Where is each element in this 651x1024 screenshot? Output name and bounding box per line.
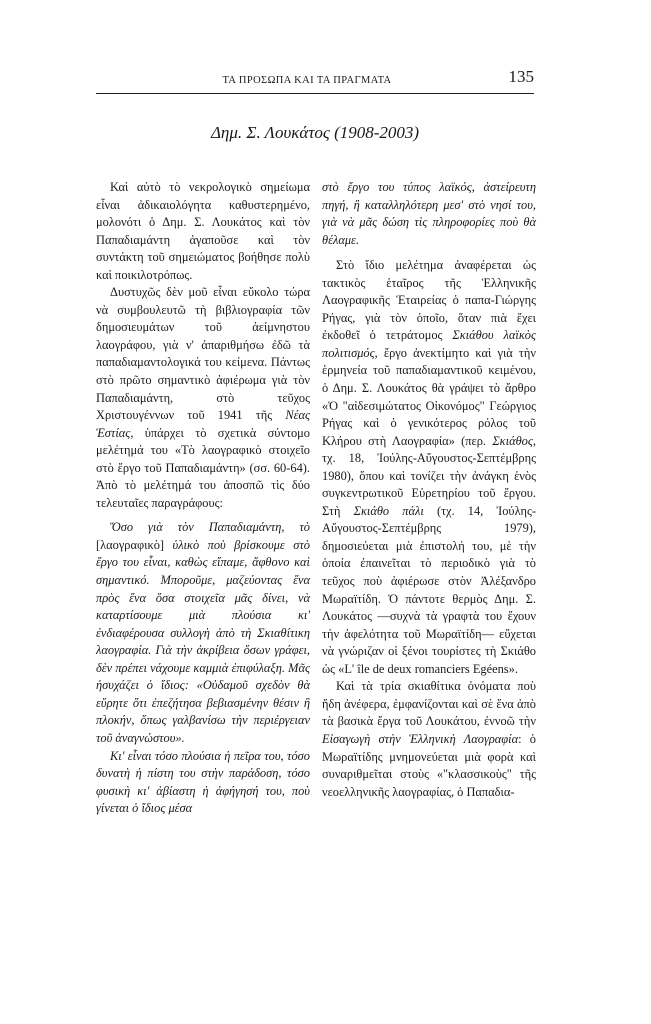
left-column: [96, 179, 310, 818]
paragraph-2: Δυστυχῶς δὲν μοῦ εἶναι εὔκολο τώρα νὰ συμβουλευτῶ τὴ βιβλιογραφία τῶν δημοσιευμάτων τοῦ ἀείμνηστου λαογράφου, γιὰ ν' ἀπαριθμήσω ἐδῶ τὰ παπαδιαμαντολογικά του κείμενα. Πάντως στὸ πρῶτο σημαντικὸ ἀφιέρωμα γιὰ τὸν Παπαδιαμάντη, στὸ τεῦχος Χριστουγέννων τοῦ 1941 τῆς Νέας Ἑστίας, ὑπάρχει τὸ σχετικὰ σύντομο μελέτημά του «Τὸ λαογραφικὸ στοιχεῖο στὸ ἔργο τοῦ Παπαδιαμάντη» (σσ. 60-64). Ἀπὸ τὸ μελέτημά του ἀποσπῶ τὶς δύο τελευταῖες παραγράφους:: [96, 285, 310, 510]
right-column: [322, 179, 536, 801]
article-title: Δημ. Σ. Λουκάτος (1908-2003): [210, 123, 420, 142]
running-head: [96, 67, 534, 92]
running-title: ΤΑ ΠΡΟΣΩΠΑ ΚΑΙ ΤΑ ΠΡΑΓΜΑΤΑ: [222, 75, 392, 86]
paragraph-1: Καὶ αὐτὸ τὸ νεκρολογικὸ σημείωμα εἶναι ἀδικαιολόγητα καθυστερημένο, μολονότι ὁ Δημ. Σ. Λουκάτος καὶ τὸν Παπαδιαμάντη ἀγαποῦσε καὶ τὸν συντάκτη τοῦ σημειώματος βοήθησε πολὺ καὶ ποικιλοτρόπως.: [96, 180, 310, 282]
quote-2-continued: στὸ ἔργο του τύπος λαϊκός, ἀστείρευτη πηγή, ἢ καταλληλότερη μεσ' στὸ νησί του, γιὰ νὰ μᾶς δώση τὶς πληροφορίες ποὺ θὰ θέλαμε.: [322, 180, 536, 247]
quote-1: Ὅσο γιὰ τὸν Παπαδιαμάντη, τὸ [λαογραφικὸ] ὑλικὸ ποὺ βρίσκουμε στὸ ἔργο του εἶναι, καθὼς εἴπαμε, ἄφθονο καὶ σημαντικό. Μποροῦμε, μαζεύοντας ἕνα πρὸς ἕνα ὅσα στοιχεῖα μᾶς δίνει, νὰ καταρτίσουμε μιὰ πλούσια κι' ἐνδιαφέρουσα συλλογὴ ἀπὸ τὴ Σκιαθίτικη λαογραφία. Γιὰ τὴν ἀκρίβεια ὅσων γράφει, δὲν πρέπει νάχουμε καμμιὰ ἐπιφύλαξη. Μᾶς ἡσυχάζει ὁ ἴδιος: «Οὐδαμοῦ σχεδὸν θὰ εὕρητε ὅτι ἐπεζήτησα βεβιασμένην θέσιν ἢ πλοκήν, ὅπως γαλβανίσω τὴν περιέργειαν τοῦ ἀναγνώστου».: [96, 520, 310, 745]
quote-2: Κι' εἶναι τόσο πλούσια ἡ πεῖρα του, τόσο δυνατὴ ἡ πίστη του στὴν παράδοση, τόσο φυσικὴ κι' ἀβίαστη ἡ ἀφήγησή του, ποὺ γίνεται ὁ ἴδιος μέσα: [96, 748, 310, 816]
header-rule: [96, 93, 534, 94]
paragraph-3: Στὸ ἴδιο μελέτημα ἀναφέρεται ὡς τακτικὸς ἑταῖρος τῆς Ἑλληνικῆς Λαογραφικῆς Ἑταιρείας ὁ παπα-Γιώργης Ρήγας, γιὰ τὸν ὁποῖο, ὅταν πιὰ ἔχει ἐκδοθεῖ ὁ τετράτομος Σκιάθου λαϊκὸς πολιτισμός, ἔργο ἀνεκτίμητο καὶ γιὰ τὴν ἑρμηνεία τοῦ παπαδιαμαντικοῦ κειμένου, ὁ Δημ. Σ. Λουκάτος θὰ γράψει τὸ ἄρθρο «Ὁ "αἰδεσιμώτατος Οἰκονόμος" Γεώργιος Ρήγας καὶ ὁ γενικότερος ρόλος τοῦ Κλήρου στὴ Λαογραφία» (περ. Σκιάθος, τχ. 18, Ἰούλης-Αὔγουστος-Σεπτέμβρης 1980), ὅπου καὶ τονίζει τὴν ἀνάγκη ἑνὸς συγκεντρωτικοῦ Εὑρετηρίου τοῦ ἔργου. Στὴ Σκιάθο πάλι (τχ. 14, Ἰούλης-Αὔγουστος-Σεπτέμβρης 1979), δημοσιεύεται μιὰ ἐπιστολή του, μὲ τὴν ὁποία ἐπαινεῖται τὸ περιοδικὸ γιὰ τὸ τεῦχος ποὺ ἀφιέρωσε στὸν Ἀλέξανδρο Μωραϊτίδη. Ὁ πάντοτε θερμὸς Δημ. Σ. Λουκάτος —συχνὰ τὰ γραφτὰ του ἔχουν τὴν ἀφελότητα τοῦ Μωραϊτίδη— εὔχεται νὰ γνώριζαν οἱ ξένοι τουρίστες τὴ Σκιάθο ὡς «L' île de deux romanciers Egéens».: [322, 258, 536, 676]
paragraph-4: Καὶ τὰ τρία σκιαθίτικα ὀνόματα ποὺ ἤδη ἀνέφερα, ἐμφανίζονται καὶ σὲ ἕνα ἀπὸ τὰ βασικὰ ἔργα τοῦ Λουκάτου, ἐννοῶ τὴν Εἰσαγωγὴ στὴν Ἑλληνικὴ Λαογραφία: ὁ Μωραϊτίδης μνημονεύεται μιὰ φορὰ καὶ συναριθμεῖται στοὺς «"κλασσικοὺς" τῆς νεοελληνικῆς λαογραφίας, ὁ Παπαδια-: [322, 679, 536, 799]
page-number: 135: [508, 67, 534, 86]
